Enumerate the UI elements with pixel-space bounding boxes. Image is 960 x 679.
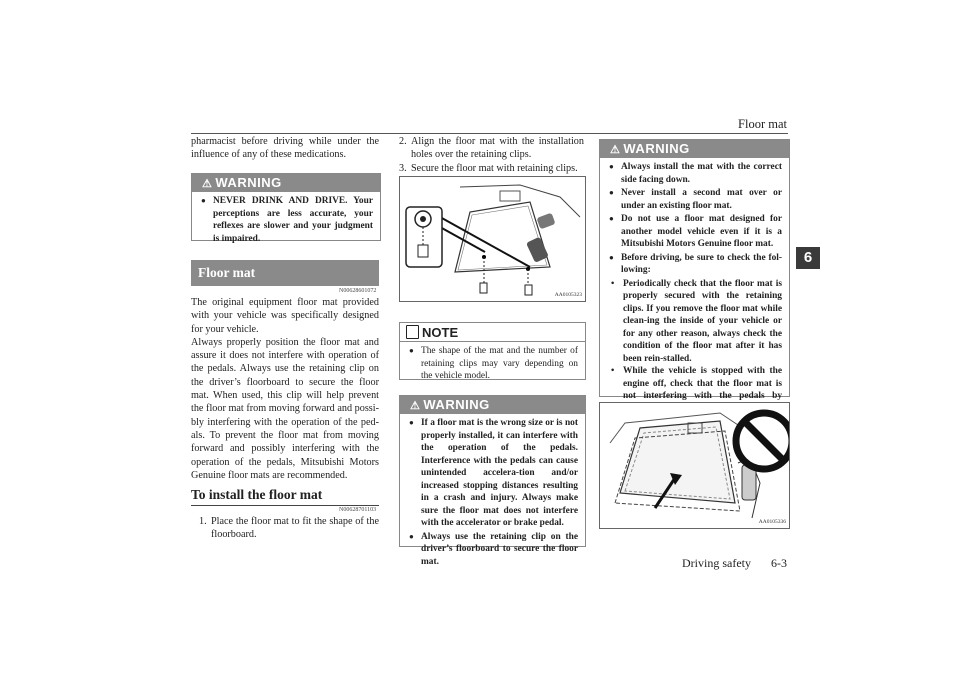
bullet-icon: ●: [409, 346, 414, 355]
intro-text: pharmacist before driving while under the influence of any of these medications.: [191, 136, 379, 161]
floor-mat-body: [191, 296, 379, 482]
warning-triangle-icon: ⚠: [202, 178, 213, 190]
warning-item: ● Never install a second mat over or under an existing floor mat.: [609, 188, 782, 211]
warning-triangle-icon: ⚠: [410, 400, 421, 412]
warning-item: ● Do not use a floor mat designed for another model vehicle even if it is a Mitsubishi Motors Genuine floor mat.: [609, 214, 782, 249]
body-paragraph-1: The original equipment floor mat provided with your vehicle was specifically designed for your vehicle.: [191, 297, 379, 335]
illustration-code: AA0105323: [554, 292, 582, 298]
bullet-icon: ●: [201, 196, 206, 205]
warning-header: ⚠ WARNING: [600, 140, 789, 158]
illustration-code: AA0105336: [758, 519, 786, 525]
warning-header: ⚠ WARNING: [400, 396, 585, 414]
warning-box-1: [191, 173, 381, 244]
note-item: ● The shape of the mat and the number of retaining clips may vary depending on the vehicle model.: [409, 346, 578, 381]
floor-mat-clip-illustration: [399, 176, 586, 302]
warning-header: ⚠ WARNING: [192, 174, 380, 192]
warning-box-3: [599, 139, 790, 401]
step-3: 3. Secure the floor mat with retaining clips.: [399, 162, 578, 174]
page-footer: [662, 556, 787, 571]
warning-subitem: • While the vehicle is stopped with the engine off, check that the floor mat is not interfering with the pedals by: [611, 366, 782, 401]
bullet-icon: ●: [609, 214, 614, 223]
note-box: [399, 322, 586, 380]
steps-2-3: [399, 135, 584, 175]
floor-mat-clip-drawing: [400, 177, 585, 301]
bullet-icon: ●: [409, 418, 414, 427]
body-paragraph-2: Always properly position the floor mat and assure it does not interfere with operation of the pedals. Always use the retaining clip on the driver’s floorboard to secure the floor mat. When used, this clip will help prevent the floor mat from moving forward and possi-bly interfering with the operation of the ped-als. To prevent the floor mat from moving forward and possibly interfering with the operation of the pedals, Mitsubishi Motors Genuine floor mats are recommended.: [191, 336, 379, 481]
step-2: 2. Align the floor mat with the installation holes over the retaining clips.: [399, 136, 584, 161]
note-header: NOTE: [400, 323, 585, 342]
warning-box-2: [399, 395, 586, 567]
prohibited-mat-drawing: [600, 403, 789, 528]
section-id: N00628601072: [339, 288, 377, 294]
bullet-icon: ●: [609, 188, 614, 197]
section-id: N00628701103: [339, 507, 377, 513]
prohibited-mat-illustration: [599, 402, 790, 529]
step-1: 1. Place the floor mat to fit the shape of the floorboard.: [199, 516, 379, 541]
warning-item: ● Always install the mat with the correct side facing down.: [609, 162, 782, 185]
warning-triangle-icon: ⚠: [610, 144, 621, 156]
column-1: [191, 135, 379, 162]
warning-item: ● Before driving, be sure to check the fol-lowing:: [609, 252, 782, 275]
bullet-icon: ●: [609, 162, 614, 171]
warning-item: ● NEVER DRINK AND DRIVE. Your perceptions are less accurate, your reflexes are slower and your judgment is impaired.: [201, 196, 373, 244]
warning-subitem: • Periodically check that the floor mat is properly secured with the retaining clips. If you remove the floor mat while clean-ing the inside of your vehicle or for any other reason, always check the condition of the floor mat after it has been rein-stalled.: [611, 278, 782, 364]
bullet-icon: ●: [409, 531, 414, 541]
section-title-install: To install the floor mat: [191, 485, 379, 506]
warning-item: ● Always use the retaining clip on the driver’s floorboard to secure the floor mat.: [409, 531, 578, 567]
bullet-icon: ●: [609, 252, 614, 262]
warning-item: ● If a floor mat is the wrong size or is not properly installed, it can interfere with the operation of the pedals. Interference with the pedals can cause unintended accelera-tion and/or increased stopping distances resulting in a crash and injury. Always make sure the floor mat does not interfere with the accelerator or brake pedal.: [409, 418, 578, 528]
chapter-tab: 6: [796, 247, 820, 269]
page-header-title: Floor mat: [738, 117, 787, 131]
header-rule: [191, 133, 788, 134]
note-icon: [406, 325, 419, 339]
section-title-floor-mat: Floor mat: [191, 260, 379, 286]
footer-section: Driving safety: [682, 556, 751, 570]
page-number: 6-3: [771, 556, 787, 570]
